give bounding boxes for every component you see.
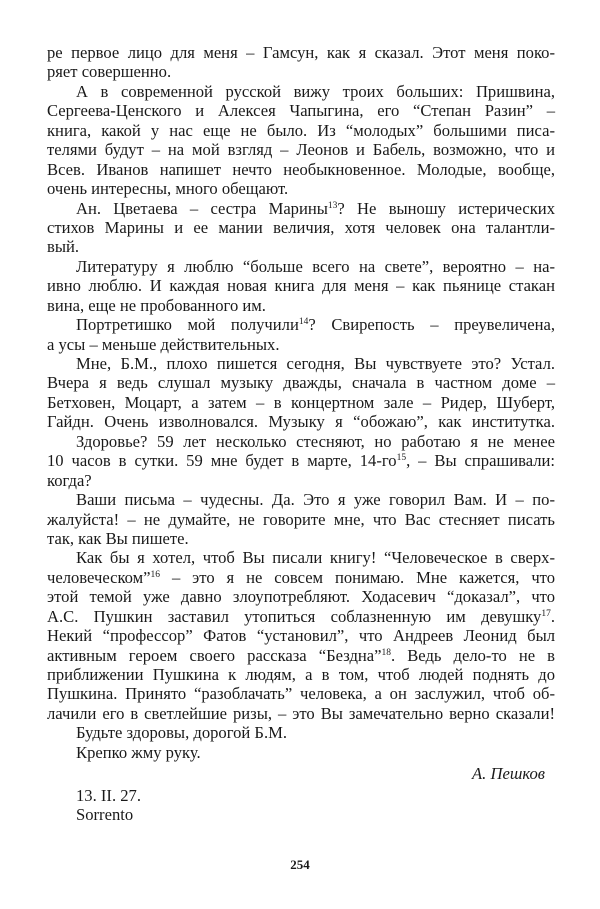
line-text: Портретишко мой получили xyxy=(76,315,299,335)
text-line xyxy=(47,451,555,470)
line-text: вый. xyxy=(47,237,80,257)
line-text: а усы – меньше действительных. xyxy=(47,334,280,354)
line-text: жалуйста! – не думайте, не говорите мне, что Вас стесняет писать xyxy=(47,509,555,529)
line-text: очень интересны, много обещают. xyxy=(47,179,289,199)
line-text: Литературу я люблю “больше всего на свете”, вероятно – на- xyxy=(76,256,555,276)
line-text: А.С. Пушкин заставил утопиться соблазненную им девушку xyxy=(47,606,542,626)
line-text: ? Не выношу истерических xyxy=(337,198,555,218)
text-line xyxy=(47,587,555,606)
line-text: Мне, Б.М., плохо пишется сегодня, Вы чувствуете это? Устал. xyxy=(76,354,555,373)
text-line xyxy=(47,315,555,334)
text-line xyxy=(47,199,555,218)
text-line xyxy=(47,548,555,567)
line-text: Как бы я хотел, чтоб Вы писали книгу! “Человеческое в сверх- xyxy=(76,548,555,568)
line-text: Сергеева-Ценского и Алексея Чапыгина, его “Степан Разин” – xyxy=(47,101,555,121)
signature xyxy=(47,764,555,783)
line-text: – это я не совсем понимаю. Мне кажется, что xyxy=(160,567,555,587)
text-line xyxy=(47,179,555,198)
text-line xyxy=(47,276,555,295)
text-line xyxy=(47,704,555,723)
line-text: Некий “профессор” Фатов “установил”, что Андреев Леонид был xyxy=(47,626,555,646)
line-text: Гайдн. Очень изволновался. Музыку я “обожаю”, как институтка. xyxy=(47,412,555,432)
text-line xyxy=(47,805,555,824)
text-line xyxy=(47,723,555,742)
text-line xyxy=(47,354,555,373)
line-text: А. Пешков xyxy=(472,764,545,784)
page-number: 254 xyxy=(290,857,310,872)
text-line xyxy=(47,43,555,62)
line-text: . Ведь дело-то не в xyxy=(391,645,555,665)
line-text: Бетховен, Моцарт, а затем – в концертном зале – Ридер, Шуберт, xyxy=(47,392,555,412)
line-text: книга, какой у нас еще не было. Из “молодых” большими писа- xyxy=(47,120,555,140)
text-line xyxy=(47,412,555,431)
text-line xyxy=(47,296,555,315)
text-line xyxy=(47,646,555,665)
line-text: Sorrento xyxy=(76,805,134,825)
text-line xyxy=(47,160,555,179)
line-text: Пушкина. Принято “разоблачать” человека, а он заслужил, чтоб об- xyxy=(47,684,555,704)
text-line xyxy=(47,529,555,548)
text-line xyxy=(47,471,555,490)
line-text: Ваши письма – чудесны. Да. Это я уже говорил Вам. И – по- xyxy=(76,490,555,510)
line-text: человеческом” xyxy=(47,567,151,587)
text-line xyxy=(47,62,555,81)
line-text: вина, еще не пробованного им. xyxy=(47,295,266,315)
text-line xyxy=(47,786,555,805)
text-line xyxy=(47,626,555,645)
line-text: так, как Вы пишете. xyxy=(47,528,189,548)
line-text: ре первое лицо для меня – Гамсун, как я сказал. Этот меня поко- xyxy=(47,43,555,62)
line-text: 10 часов в сутки. 59 мне будет в марте, 14-го xyxy=(47,451,397,471)
text-line xyxy=(47,140,555,159)
footnote-ref: 18 xyxy=(381,647,392,658)
line-text: Крепко жму руку. xyxy=(76,742,201,762)
text-line xyxy=(47,684,555,703)
line-text: стихов Марины и ее мании величия, хотя человек она талантли- xyxy=(47,217,555,237)
footnote-ref: 15 xyxy=(396,453,407,464)
text-line xyxy=(47,490,555,509)
text-line xyxy=(47,393,555,412)
line-text: активным героем своего рассказа “Бездна” xyxy=(47,645,382,665)
text-line xyxy=(47,432,555,451)
line-text: этой темой уже давно злоупотребляют. Ходасевич “доказал”, что xyxy=(47,587,555,607)
footnote-ref: 17 xyxy=(541,608,551,619)
line-text: А в современной русской вижу троих больших: Пришвина, xyxy=(76,81,555,101)
line-text: , – Вы спрашивали: xyxy=(406,451,555,471)
footnote-ref: 13 xyxy=(327,200,338,211)
line-text: 13. II. 27. xyxy=(76,785,141,805)
line-text: приближении Пушкина к людям, а в том, чтоб людей поднять до xyxy=(47,665,555,684)
footnote-ref: 16 xyxy=(150,569,161,580)
line-text: ? Свирепость – преувеличена, xyxy=(308,315,555,335)
line-text: Здоровье? 59 лет несколько стесняют, но работаю я не менее xyxy=(76,431,555,451)
text-line xyxy=(47,335,555,354)
text-line xyxy=(47,743,555,762)
line-text: . xyxy=(550,606,555,626)
line-text: Вчера я ведь слушал музыку дважды, сначала в частном доме – xyxy=(47,373,555,393)
text-line xyxy=(47,665,555,684)
text-line xyxy=(47,257,555,276)
line-text: ряет совершенно. xyxy=(47,62,172,82)
line-text: Всев. Иванов напишет нечто необыкновенное. Молодые, вообще, xyxy=(47,159,555,179)
text-line xyxy=(47,607,555,626)
text-line xyxy=(47,510,555,529)
letter-body xyxy=(47,43,555,825)
text-line xyxy=(47,373,555,392)
line-text: когда? xyxy=(47,470,92,490)
footnote-ref: 14 xyxy=(298,317,309,328)
text-line xyxy=(47,121,555,140)
text-line xyxy=(47,82,555,101)
line-text: ивно люблю. И каждая новая книга для меня – как пьянице стакан xyxy=(47,276,555,296)
line-text: телями будут – на мой взгляд – Леонов и Бабель, возможно, что и xyxy=(47,140,555,160)
line-text: Ан. Цветаева – сестра Марины xyxy=(76,198,328,218)
line-text: лачили его в светлейшие ризы, – это Вы замечательно верно сказали! xyxy=(47,703,555,723)
text-line xyxy=(47,237,555,256)
text-line xyxy=(47,568,555,587)
text-line xyxy=(47,101,555,120)
text-line xyxy=(47,218,555,237)
line-text: Будьте здоровы, дорогой Б.М. xyxy=(76,723,288,743)
